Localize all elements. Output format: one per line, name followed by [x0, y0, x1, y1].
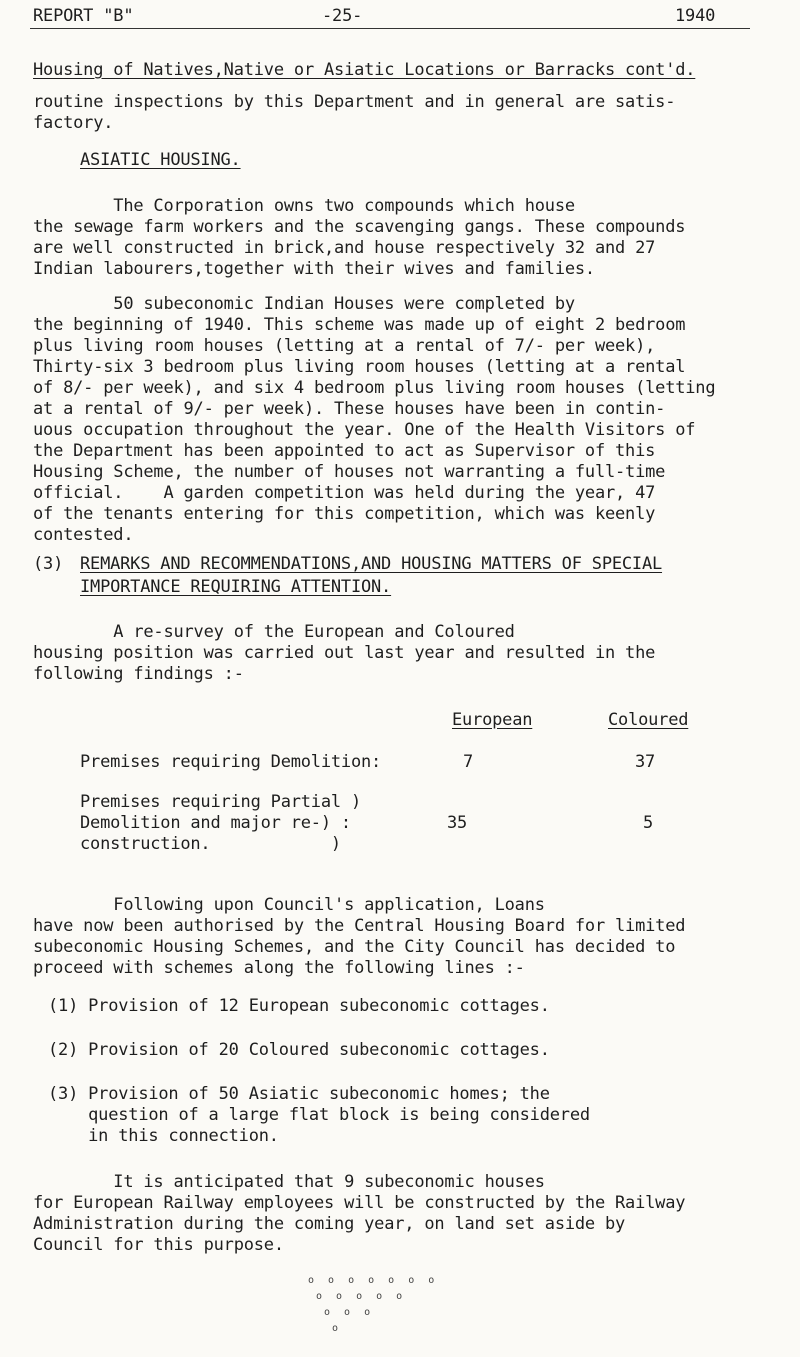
ornament-row: o o o o o	[316, 1291, 407, 1302]
text-line: proceed with schemes along the following lines :-	[33, 958, 525, 978]
column-header-coloured: Coloured	[608, 710, 689, 730]
text-line: Housing Scheme, the number of houses not warranting a full-time	[33, 462, 666, 482]
text-line: Indian labourers,together with their wives and families.	[33, 259, 595, 279]
asiatic-heading: ASIATIC HOUSING.	[80, 150, 241, 170]
text-line: It is anticipated that 9 subeconomic houses	[33, 1172, 545, 1192]
text-line: the beginning of 1940. This scheme was made up of eight 2 bedroom	[33, 315, 686, 335]
row-label-partial-3: construction. )	[80, 834, 341, 854]
european-demolition-value: 7	[463, 752, 474, 772]
list-item: (2) Provision of 20 Coloured subeconomic cottages.	[48, 1040, 550, 1060]
text-line: Council for this purpose.	[33, 1235, 284, 1255]
text-line: for European Railway employees will be constructed by the Railway	[33, 1193, 686, 1213]
text-line: (3) Provision of 50 Asiatic subeconomic homes; the	[48, 1084, 550, 1104]
row-label-partial-2: Demolition and major re-) :	[80, 813, 351, 833]
ornament-row: o o o	[324, 1307, 375, 1318]
text-line: routine inspections by this Department and in general are satis-	[33, 92, 676, 112]
closing-paragraph	[33, 1172, 793, 1256]
text-line: Following upon Council's application, Loans	[33, 895, 545, 915]
text-line: question of a large flat block is being considered	[48, 1105, 590, 1125]
coloured-partial-value: 5	[643, 813, 654, 833]
text-line: factory.	[33, 113, 114, 133]
list-item	[48, 1084, 800, 1147]
section-3-title-line-1: REMARKS AND RECOMMENDATIONS,AND HOUSING MATTERS OF SPECIAL	[80, 554, 663, 574]
text-line: at a rental of 9/- per week). These houses have been in contin-	[33, 399, 666, 419]
ornament-row: o o o o o o o	[308, 1275, 439, 1286]
row-label-demolition: Premises requiring Demolition:	[80, 752, 382, 772]
following-paragraph	[33, 895, 793, 979]
text-line: the sewage farm workers and the scavenging gangs. These compounds	[33, 217, 686, 237]
text-line: have now been authorised by the Central Housing Board for limited	[33, 916, 686, 936]
text-line: A re-survey of the European and Coloured	[33, 622, 515, 642]
column-header-european: European	[452, 710, 533, 730]
section-3-title-line-2: IMPORTANCE REQUIRING ATTENTION.	[80, 577, 392, 597]
text-line: housing position was carried out last year and resulted in the	[33, 643, 656, 663]
text-line: plus living room houses (letting at a rental of 7/- per week),	[33, 336, 656, 356]
european-partial-value: 35	[447, 813, 468, 833]
page-header	[0, 6, 800, 30]
section-3-number: (3)	[33, 554, 64, 574]
text-line: 50 subeconomic Indian Houses were completed by	[33, 294, 575, 314]
text-line: The Corporation owns two compounds which house	[33, 196, 575, 216]
ornament-row: o	[332, 1323, 343, 1334]
text-line: of the tenants entering for this competition, which was keenly	[33, 504, 656, 524]
asiatic-paragraph-1	[33, 196, 793, 280]
page-number: -25-	[322, 6, 363, 26]
text-line: Administration during the coming year, on land set aside by	[33, 1214, 626, 1234]
report-year: 1940	[675, 6, 716, 26]
text-line: Thirty-six 3 bedroom plus living room houses (letting at a rental	[33, 357, 686, 377]
text-line: following findings :-	[33, 664, 244, 684]
text-line: the Department has been appointed to act as Supervisor of this	[33, 441, 656, 461]
report-label: REPORT "B"	[33, 6, 134, 26]
text-line: of 8/- per week), and six 4 bedroom plus living room houses (letting	[33, 378, 716, 398]
text-line: in this connection.	[48, 1126, 279, 1146]
intro-paragraph	[33, 92, 793, 134]
text-line: official. A garden competition was held during the year, 47	[33, 483, 656, 503]
resurvey-paragraph	[33, 622, 793, 685]
list-item: (1) Provision of 12 European subeconomic cottages.	[48, 996, 550, 1016]
header-rule	[30, 28, 750, 29]
section-heading: Housing of Natives,Native or Asiatic Locations or Barracks cont'd.	[33, 60, 696, 80]
row-label-partial-1: Premises requiring Partial )	[80, 792, 361, 812]
asiatic-paragraph-2	[33, 294, 793, 546]
text-line: uous occupation throughout the year. One of the Health Visitors of	[33, 420, 696, 440]
text-line: contested.	[33, 525, 134, 545]
coloured-demolition-value: 37	[635, 752, 656, 772]
text-line: are well constructed in brick,and house respectively 32 and 27	[33, 238, 656, 258]
text-line: subeconomic Housing Schemes, and the City Council has decided to	[33, 937, 676, 957]
